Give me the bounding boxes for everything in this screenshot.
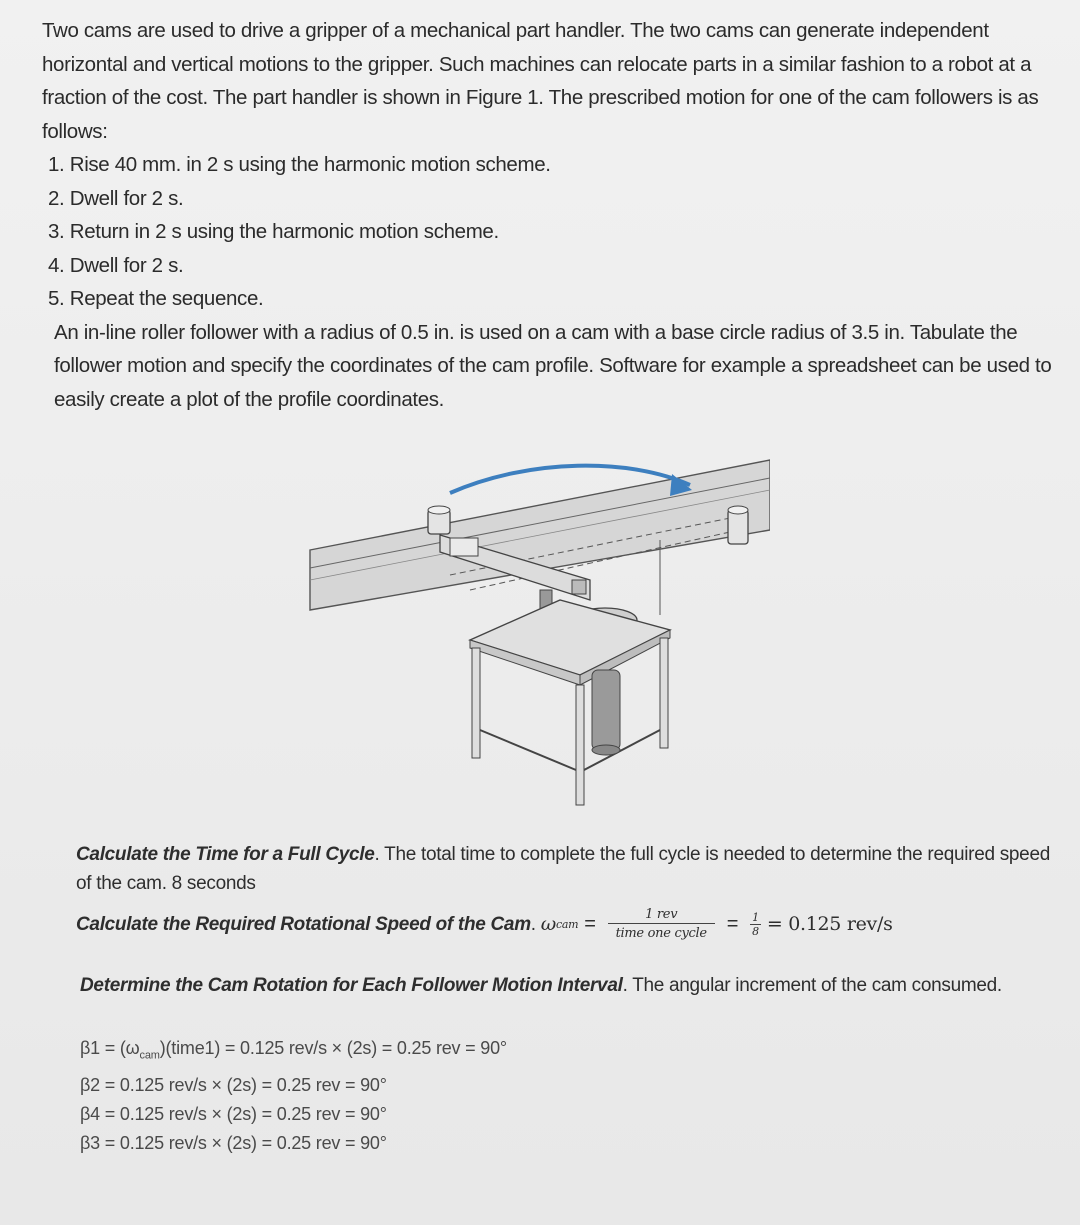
cycle-time-row	[76, 840, 1056, 898]
fraction-denominator: time one cycle	[608, 923, 715, 942]
problem-followup: An in-line roller follower with a radius of 0.5 in. is used on a cam with a base circle radius of 3.5 in. Tabulate the follower motion and specify the coordinates of the cam profile. Software for example a spreadsheet can be used to easily create a plot of the profile coordinates.	[54, 320, 1052, 411]
part-handler-illustration	[300, 440, 770, 820]
interval-text: . The angular increment of the cam consumed.	[622, 975, 1002, 996]
gripper-head	[450, 538, 478, 556]
beta-line	[80, 1071, 507, 1100]
table-leg	[660, 638, 668, 748]
eighth-fraction	[750, 911, 761, 938]
calculation-section	[76, 840, 1056, 950]
problem-intro: Two cams are used to drive a gripper of a mechanical part handler. The two cams can generate independent horizontal and vertical motions to the gripper. Such machines can relocate parts in a similar fashion to a robot at a fraction of the cost. The part handler is shown in Figure 1. The prescribed motion for one of the cam followers is as follows:	[42, 19, 1039, 143]
motion-steps-list	[42, 148, 1062, 316]
part-left-top	[428, 506, 450, 514]
beta-text: β3 = 0.125 rev/s × (2s) = 0.25 rev = 90°	[80, 1132, 387, 1153]
omega-symbol: ω	[540, 912, 556, 935]
equals-sign: =	[726, 912, 739, 935]
speed-row: Calculate the Required Rotational Speed of the Cam . ω cam = $\frac{\text{1 rev}}{\text{time one cycle}}$ = $\frac{1}{8}$ = 0.125 rev/s	[76, 906, 893, 941]
motion-step: 5. Repeat the sequence.	[48, 287, 264, 310]
interval-section	[80, 972, 1060, 1000]
motor-base	[592, 745, 620, 755]
part-right	[728, 510, 748, 544]
motion-step: 2. Dwell for 2 s.	[48, 186, 184, 210]
table-leg	[472, 648, 480, 758]
motion-step: 1. Rise 40 mm. in 2 s using the harmonic motion scheme.	[48, 153, 551, 176]
table-top	[470, 600, 670, 675]
beta-text: β2 = 0.125 rev/s × (2s) = 0.25 rev = 90°	[80, 1074, 387, 1095]
beta-text: β4 = 0.125 rev/s × (2s) = 0.25 rev = 90°	[80, 1103, 387, 1124]
part-handler-figure	[300, 440, 770, 820]
motor-column	[592, 670, 620, 750]
beta-text: β1 = (ω	[80, 1038, 140, 1058]
speed-heading: Calculate the Required Rotational Speed of the Cam	[76, 913, 531, 935]
problem-statement	[42, 14, 1062, 416]
fraction-numerator: 1 rev	[645, 906, 678, 922]
beta-text-rest: )(time1) = 0.125 rev/s × (2s) = 0.25 rev = 90°	[159, 1038, 507, 1058]
speed-result: = 0.125 rev/s	[766, 912, 893, 935]
beta-subscript: cam	[139, 1049, 160, 1062]
table-leg	[576, 685, 584, 805]
equals-sign: =	[584, 912, 596, 935]
cycle-heading: Calculate the Time for a Full Cycle	[76, 844, 375, 865]
table-crossbar	[480, 730, 576, 770]
part-right-top	[728, 506, 748, 514]
cycle-text: . The total time to complete the full cycle is needed to determine the required speed of the cam. 8 seconds	[76, 844, 1050, 894]
beta-line	[80, 1100, 507, 1129]
fraction-numerator: 1	[752, 910, 759, 924]
fraction-denominator: 8	[752, 924, 759, 938]
motion-step: 4. Dwell for 2 s.	[48, 253, 184, 277]
interval-heading: Determine the Cam Rotation for Each Follower Motion Interval	[80, 975, 623, 996]
beta-line	[80, 1034, 507, 1071]
beta-list	[80, 1034, 507, 1158]
omega-subscript: cam	[555, 917, 579, 931]
beta-line	[80, 1129, 507, 1158]
speed-fraction	[608, 907, 715, 942]
motion-step: 3. Return in 2 s using the harmonic motion scheme.	[48, 220, 499, 243]
arm-joint	[572, 580, 586, 594]
